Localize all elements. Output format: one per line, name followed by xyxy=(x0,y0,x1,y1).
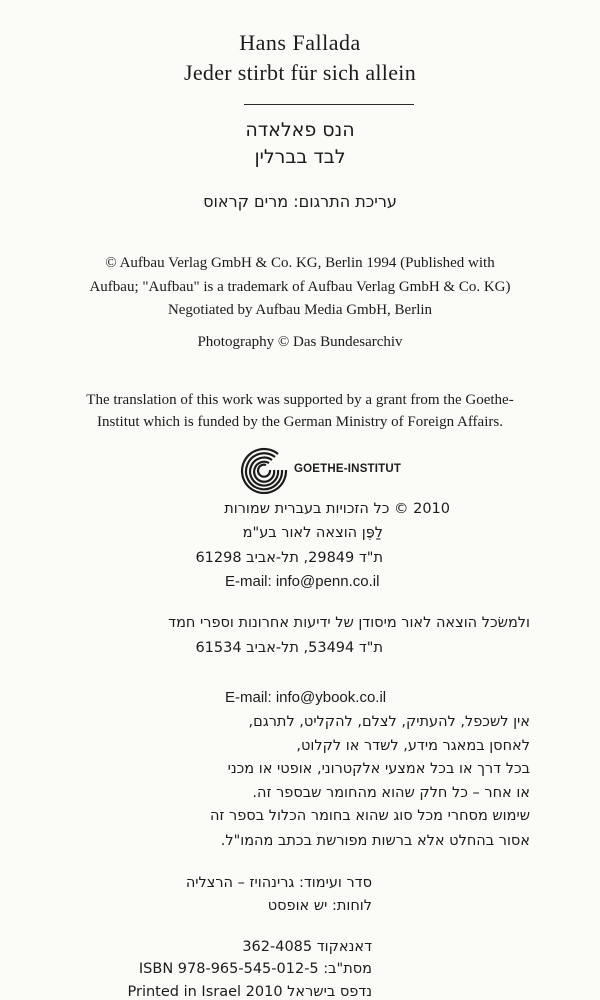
dannaqod-code: דאנאקוד 362-4085 xyxy=(242,939,372,955)
publisher-email: E-mail: info@penn.co.il xyxy=(225,573,380,590)
copyright-line-1: © Aufbau Verlag GmbH & Co. KG, Berlin 1994 (Published with xyxy=(105,255,495,271)
rights-line: אסור בהחלט אלא ברשות מפורשת בכתב מהמו"ל. xyxy=(220,833,530,849)
copyright-line-3: Negotiated by Aufbau Media GmbH, Berlin xyxy=(167,302,433,318)
goethe-institut-label: GOETHE-INSTITUT xyxy=(294,463,402,475)
publisher-rights-line: 2010 © כל הזכויות בעברית שמורות xyxy=(224,501,450,517)
copublisher-name: ולמשׂכל הוצאה לאור מיסודן של ידיעות אחרונות וספרי חמד xyxy=(168,615,530,631)
rights-line: או אחר – כל חלק שהוא מהחומר שבספר זה. xyxy=(252,785,530,801)
title-hebrew: לבד בברלין xyxy=(254,146,346,168)
rights-line: לאחסן במאגר מידע, לשדר או לקלוט, xyxy=(296,738,530,754)
rights-line: שימוש מסחרי מכל סוג שהוא בחומר הכלול בספר זה xyxy=(209,808,530,824)
rights-line: אין לשכפל, להעתיק, לצלם, להקליט, לתרגם, xyxy=(248,714,530,730)
copyright-line-2: Aufbau; "Aufbau" is a trademark of Aufbau Verlag GmbH & Co. KG) xyxy=(89,279,511,295)
goethe-spiral-icon xyxy=(238,446,292,494)
isbn: מסת"ב: ISBN 978-965-545-012-5 xyxy=(138,961,372,977)
rights-line: בכל דרך או בכל אמצעי אלקטרוני, אופטי או מכני xyxy=(227,761,530,777)
printed-in-israel: נדפס בישראל Printed in Israel 2010 xyxy=(127,984,372,1000)
author-name-hebrew: הנס פאלאדה xyxy=(245,119,355,141)
divider-rule xyxy=(244,104,414,105)
plates-credit: לוחות: יש אופסט xyxy=(267,898,372,914)
copublisher-email: E-mail: info@ybook.co.il xyxy=(225,689,387,706)
author-name-english: Hans Fallada xyxy=(239,30,361,55)
goethe-institut-logo xyxy=(238,446,438,494)
translation-note-line-1: The translation of this work was supported by a grant from the Goethe- xyxy=(86,392,514,408)
translation-note-line-2: Institut which is funded by the German Ministry of Foreign Affairs. xyxy=(97,414,503,430)
translation-editor: עריכת התרגום: מרים קראוס xyxy=(203,192,397,211)
copublisher-address: ת"ד 53494, תל-אביב 61534 xyxy=(195,640,383,656)
photography-credit: Photography © Das Bundesarchiv xyxy=(197,334,403,350)
publisher-name: לַפֶּן הוצאה לאור בע"מ xyxy=(242,525,383,541)
original-title-german: Jeder stirbt für sich allein xyxy=(184,60,416,85)
typesetting-credit: סדר ועימוד: גרינהויז – הרצליה xyxy=(185,875,372,891)
publisher-address: ת"ד 29849, תל-אביב 61298 xyxy=(195,550,383,566)
